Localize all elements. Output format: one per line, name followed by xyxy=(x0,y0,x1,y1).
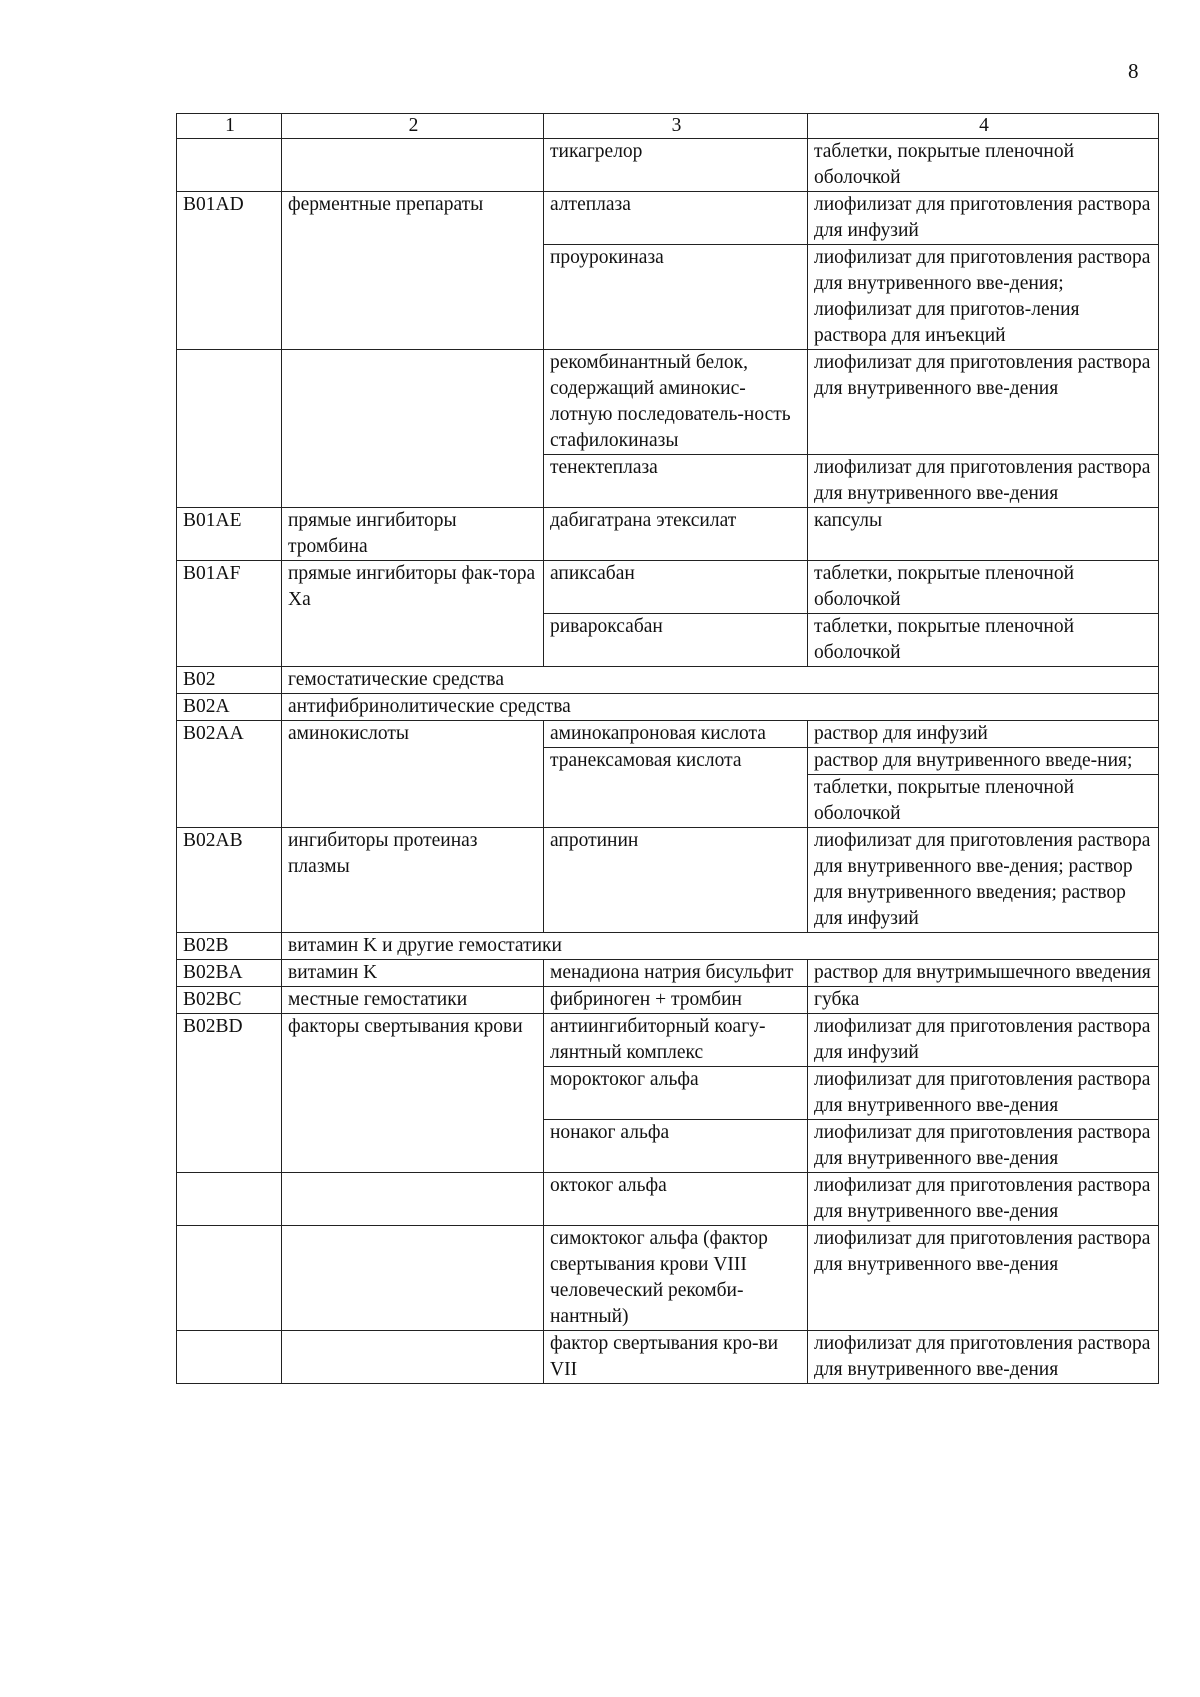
atc-code-cell xyxy=(177,350,282,508)
dosage-form-cell: раствор для внутривенного введе-ния; xyxy=(808,748,1159,775)
header-row xyxy=(177,114,1159,139)
section-title-cell: антифибринолитические средства xyxy=(282,694,1159,721)
table-row xyxy=(177,192,1159,245)
group-name-cell: ингибиторы протеиназ плазмы xyxy=(282,828,544,933)
drug-name-cell: транексамовая кислота xyxy=(544,748,808,828)
section-title-cell: гемостатические средства xyxy=(282,667,1159,694)
group-name-cell xyxy=(282,1226,544,1331)
table-row xyxy=(177,960,1159,987)
atc-code-cell: B02A xyxy=(177,694,282,721)
group-name-cell xyxy=(282,139,544,192)
header-col-2: 2 xyxy=(282,114,544,139)
dosage-form-cell: таблетки, покрытые пленочной оболочкой xyxy=(808,614,1159,667)
dosage-form-cell: лиофилизат для приготовления раствора для внутривенного вве-дения xyxy=(808,1067,1159,1120)
group-name-cell: ферментные препараты xyxy=(282,192,544,350)
group-name-cell: местные гемостатики xyxy=(282,987,544,1014)
table-row xyxy=(177,561,1159,614)
dosage-form-cell: раствор для инфузий xyxy=(808,721,1159,748)
drug-name-cell: проурокиназа xyxy=(544,245,808,350)
table-row xyxy=(177,350,1159,455)
atc-code-cell: B02 xyxy=(177,667,282,694)
drug-name-cell: тикагрелор xyxy=(544,139,808,192)
dosage-form-cell: таблетки, покрытые пленочной оболочкой xyxy=(808,775,1159,828)
dosage-form-cell: капсулы xyxy=(808,508,1159,561)
atc-code-cell: B01AF xyxy=(177,561,282,667)
table-row xyxy=(177,1014,1159,1067)
group-name-cell xyxy=(282,350,544,508)
drug-name-cell: мороктоког альфа xyxy=(544,1067,808,1120)
dosage-form-cell: лиофилизат для приготовления раствора для внутривенного вве-дения xyxy=(808,1331,1159,1384)
group-name-cell: факторы свертывания крови xyxy=(282,1014,544,1173)
drug-name-cell: аминокапроновая кислота xyxy=(544,721,808,748)
table-row xyxy=(177,1173,1159,1226)
page-number: 8 xyxy=(1128,59,1139,83)
table-row xyxy=(177,828,1159,933)
atc-code-cell: B02B xyxy=(177,933,282,960)
drug-name-cell: нонаког альфа xyxy=(544,1120,808,1173)
drug-name-cell: рекомбинантный белок, содержащий аминокис-лотную последователь-ность стафилокиназы xyxy=(544,350,808,455)
section-row xyxy=(177,933,1159,960)
atc-code-cell xyxy=(177,1331,282,1384)
dosage-form-cell: лиофилизат для приготовления раствора для внутривенного вве-дения xyxy=(808,1173,1159,1226)
group-name-cell: прямые ингибиторы фак-тора Xa xyxy=(282,561,544,667)
atc-code-cell: B02BC xyxy=(177,987,282,1014)
table-row xyxy=(177,1226,1159,1331)
atc-code-cell xyxy=(177,1173,282,1226)
drug-name-cell: менадиона натрия бисульфит xyxy=(544,960,808,987)
dosage-form-cell: губка xyxy=(808,987,1159,1014)
dosage-form-cell: лиофилизат для приготовления раствора для инфузий xyxy=(808,192,1159,245)
dosage-form-cell: лиофилизат для приготовления раствора для инфузий xyxy=(808,1014,1159,1067)
atc-code-cell: B02AA xyxy=(177,721,282,828)
dosage-form-cell: таблетки, покрытые пленочной оболочкой xyxy=(808,561,1159,614)
atc-code-cell: B01AD xyxy=(177,192,282,350)
drug-table xyxy=(176,113,1159,1384)
atc-code-cell: B02AB xyxy=(177,828,282,933)
header-col-1: 1 xyxy=(177,114,282,139)
dosage-form-cell: лиофилизат для приготовления раствора для внутривенного вве-дения xyxy=(808,1226,1159,1331)
atc-code-cell: B02BA xyxy=(177,960,282,987)
drug-name-cell: антиингибиторный коагу-лянтный комплекс xyxy=(544,1014,808,1067)
drug-name-cell: симоктоког альфа (фактор свертывания крови VIII человеческий рекомби-нантный) xyxy=(544,1226,808,1331)
dosage-form-cell: раствор для внутримышечного введения xyxy=(808,960,1159,987)
group-name-cell xyxy=(282,1331,544,1384)
dosage-form-cell: лиофилизат для приготовления раствора для внутривенного вве-дения xyxy=(808,350,1159,455)
group-name-cell: аминокислоты xyxy=(282,721,544,828)
drug-name-cell: октоког альфа xyxy=(544,1173,808,1226)
header-col-4: 4 xyxy=(808,114,1159,139)
drug-name-cell: фибриноген + тромбин xyxy=(544,987,808,1014)
drug-name-cell: апротинин xyxy=(544,828,808,933)
drug-name-cell: ривароксабан xyxy=(544,614,808,667)
group-name-cell: прямые ингибиторы тромбина xyxy=(282,508,544,561)
drug-name-cell: фактор свертывания кро-ви VII xyxy=(544,1331,808,1384)
section-row xyxy=(177,667,1159,694)
table-row xyxy=(177,508,1159,561)
dosage-form-cell: лиофилизат для приготовления раствора для внутривенного вве-дения xyxy=(808,1120,1159,1173)
table-row xyxy=(177,1331,1159,1384)
group-name-cell xyxy=(282,1173,544,1226)
drug-name-cell: алтеплаза xyxy=(544,192,808,245)
atc-code-cell xyxy=(177,1226,282,1331)
dosage-form-cell: таблетки, покрытые пленочной оболочкой xyxy=(808,139,1159,192)
table-row xyxy=(177,987,1159,1014)
atc-code-cell: B02BD xyxy=(177,1014,282,1173)
dosage-form-cell: лиофилизат для приготовления раствора для внутривенного вве-дения; лиофилизат для приготов-ления раствора для инъекций xyxy=(808,245,1159,350)
group-name-cell: витамин K xyxy=(282,960,544,987)
dosage-form-cell: лиофилизат для приготовления раствора для внутривенного вве-дения xyxy=(808,455,1159,508)
atc-code-cell: B01AE xyxy=(177,508,282,561)
table-row xyxy=(177,139,1159,192)
section-title-cell: витамин K и другие гемостатики xyxy=(282,933,1159,960)
atc-code-cell xyxy=(177,139,282,192)
header-col-3: 3 xyxy=(544,114,808,139)
drug-name-cell: апиксабан xyxy=(544,561,808,614)
dosage-form-cell: лиофилизат для приготовления раствора для внутривенного вве-дения; раствор для внутривенного введения; раствор для инфузий xyxy=(808,828,1159,933)
table-row xyxy=(177,721,1159,748)
drug-name-cell: тенектеплаза xyxy=(544,455,808,508)
drug-name-cell: дабигатрана этексилат xyxy=(544,508,808,561)
section-row xyxy=(177,694,1159,721)
